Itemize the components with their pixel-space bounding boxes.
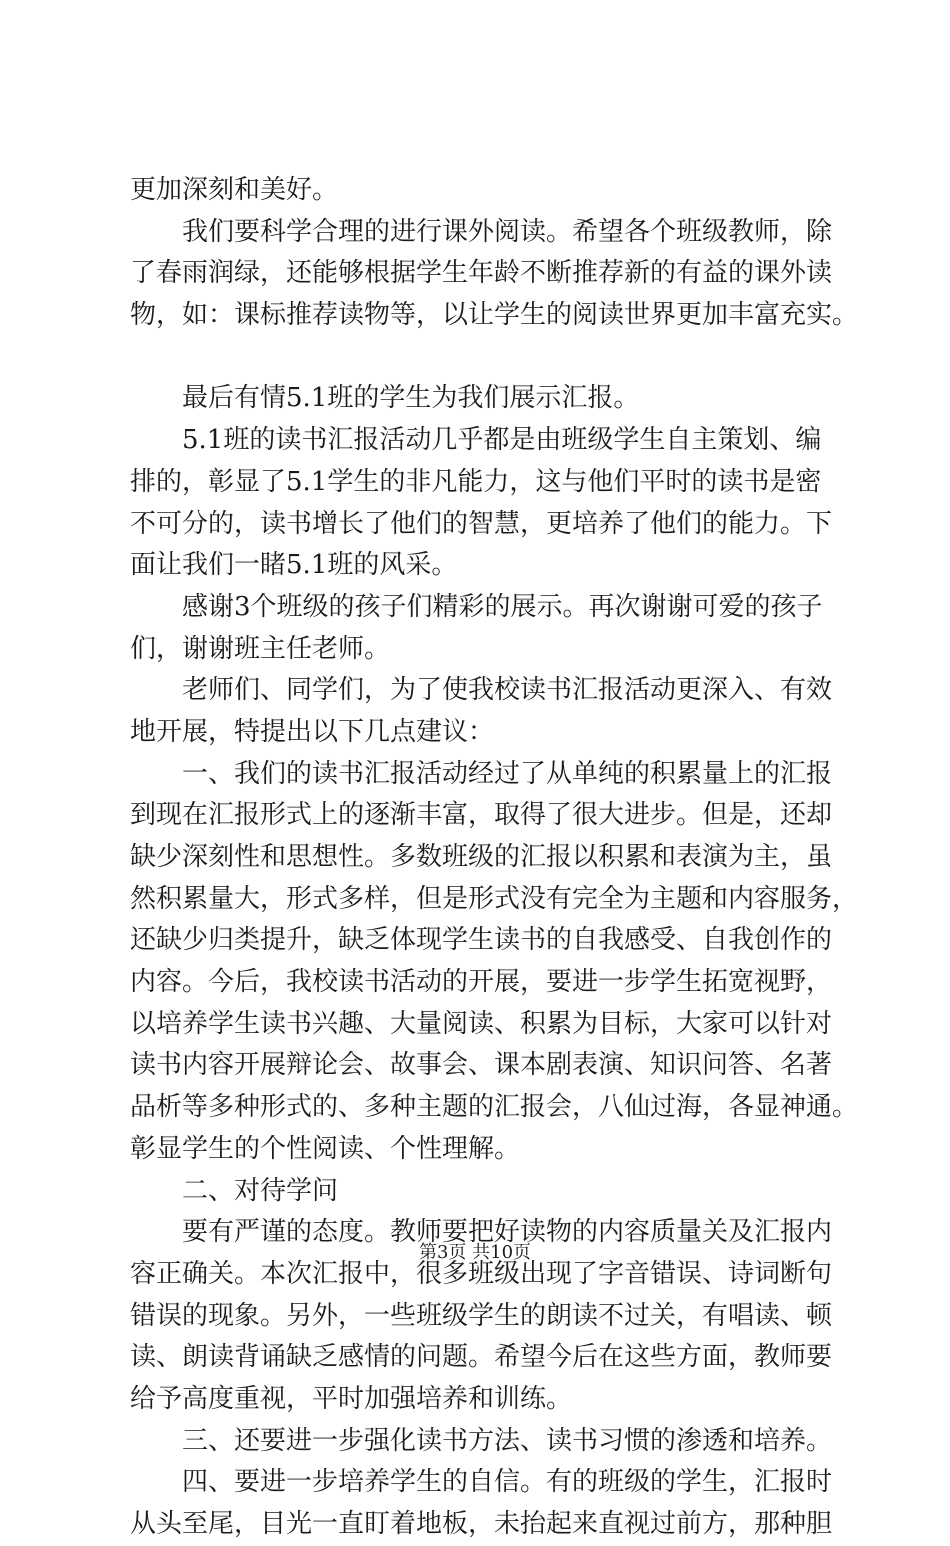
text-line: 更加深刻和美好。 xyxy=(130,175,339,205)
text-line: 我们要科学合理的进行课外阅读。希望各个班级教师，除 xyxy=(182,216,833,247)
text-line: 内容。今后，我校读书活动的开展，要进一步学生拓宽视野， xyxy=(130,967,833,998)
text-line: 容正确关。本次汇报中，很多班级出现了字音错误、诗词断句 xyxy=(130,1258,833,1289)
text-line: 最后有情5.1班的学生为我们展示汇报。 xyxy=(182,383,640,414)
text-line: 还缺少归类提升，缺乏体现学生读书的自我感受、自我创作的 xyxy=(130,925,833,956)
text-line: 读、朗读背诵缺乏感情的问题。希望今后在这些方面，教师要 xyxy=(130,1342,833,1373)
text-line: 一、我们的读书汇报活动经过了从单纯的积累量上的汇报 xyxy=(182,758,833,789)
text-line: 5.1班的读书汇报活动几乎都是由班级学生自主策划、编 xyxy=(182,425,822,456)
text-line: 错误的现象。另外，一些班级学生的朗读不过关，有唱读、顿 xyxy=(130,1300,833,1331)
text-line: 彰显学生的个性阅读、个性理解。 xyxy=(130,1133,521,1164)
text-line: 缺少深刻性和思想性。多数班级的汇报以积累和表演为主，虽 xyxy=(130,842,833,872)
text-line: 三、还要进一步强化读书方法、读书习惯的渗透和培养。 xyxy=(182,1425,833,1456)
page-footer: 第3页 共10页 xyxy=(418,1242,532,1263)
text-line: 地开展，特提出以下几点建议： xyxy=(130,716,495,747)
text-line: 老师们、同学们，为了使我校读书汇报活动更深入、有效 xyxy=(182,675,833,706)
text-line: 感谢3个班级的孩子们精彩的展示。再次谢谢可爱的孩子 xyxy=(182,591,823,622)
text-line: 从头至尾，目光一直盯着地板，未抬起来直视过前方，那种胆 xyxy=(130,1509,833,1539)
text-line: 四、要进一步培养学生的自信。有的班级的学生，汇报时 xyxy=(182,1467,833,1498)
text-line: 排的，彰显了5.1学生的非凡能力，这与他们平时的读书是密 xyxy=(130,466,822,497)
text-line: 给予高度重视，平时加强培养和训练。 xyxy=(130,1383,573,1414)
text-line: 品析等多种形式的、多种主题的汇报会，八仙过海，各显神通。 xyxy=(130,1092,859,1123)
blank-line xyxy=(130,337,830,379)
text-line: 二、对待学问 xyxy=(182,1175,339,1206)
text-line: 到现在汇报形式上的逐渐丰富，取得了很大进步。但是，还却 xyxy=(130,800,833,831)
text-line: 面让我们一睹5.1班的风采。 xyxy=(130,550,458,581)
text-line: 们，谢谢班主任老师。 xyxy=(130,633,391,664)
text-line: 然积累量大，形式多样，但是形式没有完全为主题和内容服务， xyxy=(130,883,859,914)
text-line: 物，如：课标推荐读物等，以让学生的阅读世界更加丰富充实。 xyxy=(130,300,859,331)
text-line: 要有严谨的态度。教师要把好读物的内容质量关及汇报内 xyxy=(182,1217,833,1248)
text-line: 读书内容开展辩论会、故事会、课本剧表演、知识问答、名著 xyxy=(130,1050,833,1081)
text-line: 了春雨润绿，还能够根据学生年龄不断推荐新的有益的课外读 xyxy=(130,258,833,289)
text-line: 以培养学生读书兴趣、大量阅读、积累为目标，大家可以针对 xyxy=(130,1008,833,1039)
text-line: 不可分的，读书增长了他们的智慧，更培养了他们的能力。下 xyxy=(130,508,833,539)
document-body xyxy=(130,170,859,1546)
